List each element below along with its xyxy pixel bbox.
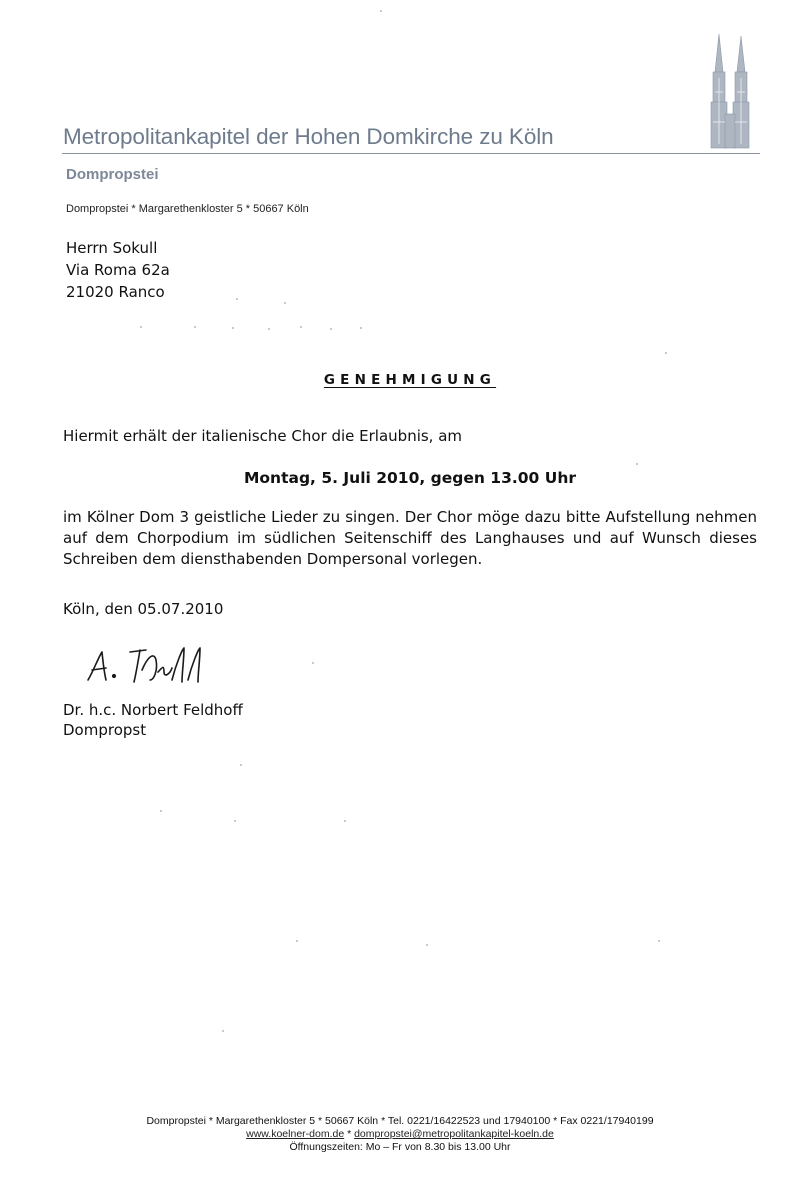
scan-speck [658,940,660,942]
scan-speck [426,944,428,946]
scan-speck [284,302,286,304]
scan-speck [296,940,298,942]
scan-speck [330,328,332,330]
opening-hours: Öffnungszeiten: Mo – Fr von 8.30 bis 13.00 Uhr [289,1141,511,1153]
scan-speck [232,327,234,329]
organization-name: Metropolitankapitel der Hohen Domkirche zu Köln [63,124,554,149]
cathedral-logo-icon [705,32,755,150]
recipient-street: Via Roma 62a [66,261,170,279]
scan-speck [240,764,242,766]
footer-contact [0,1128,800,1141]
scan-speck [268,328,270,330]
scan-speck [344,820,346,822]
recipient-city: 21020 Ranco [66,283,165,301]
footer [0,1115,800,1154]
scan-speck [665,352,667,354]
email-link[interactable]: dompropstei@metropolitankapitel-koeln.de [354,1128,554,1140]
document-title: GENEHMIGUNG [323,372,497,388]
recipient-name: Herrn Sokull [66,239,158,257]
scan-speck [160,810,162,812]
scan-speck [236,298,238,300]
footer-address: Dompropstei * Margarethenkloster 5 * 50667 Köln * Tel. 0221/16422523 und 17940100 * Fax 0221/17940199 [146,1115,654,1127]
scan-speck [300,326,302,328]
place-and-date: Köln, den 05.07.2010 [63,600,224,618]
scan-speck [194,326,196,328]
scan-speck [140,326,142,328]
scan-speck [636,463,638,465]
intro-paragraph: Hiermit erhält der italienische Chor die Erlaubnis, am [63,427,463,445]
scan-speck [360,327,362,329]
event-date: Montag, 5. Juli 2010, gegen 13.00 Uhr [243,469,576,487]
scan-speck [234,820,236,822]
header-divider [62,153,760,154]
signer-name: Dr. h.c. Norbert Feldhoff [63,701,243,719]
website-link[interactable]: www.koelner-dom.de [246,1128,345,1140]
details-paragraph: im Kölner Dom 3 geistliche Lieder zu singen. Der Chor möge dazu bitte Aufstellung nehmen auf dem Chorpodium im südlichen Seitenschiff des Langhauses und auf Wunsch dieses Schreiben dem diensthabenden Dompersonal vorlegen. [63,508,757,568]
scan-speck [312,662,314,664]
office-name: Dompropstei [66,166,159,183]
signer-block [63,700,243,740]
sender-address-line: Dompropstei * Margarethenkloster 5 * 50667 Köln [66,203,309,215]
footer-separator: * [344,1128,355,1140]
scan-speck [380,10,382,12]
recipient-address [66,237,170,303]
handwritten-signature [84,640,244,686]
signer-title: Dompropst [63,721,147,739]
scan-speck [222,1030,224,1032]
